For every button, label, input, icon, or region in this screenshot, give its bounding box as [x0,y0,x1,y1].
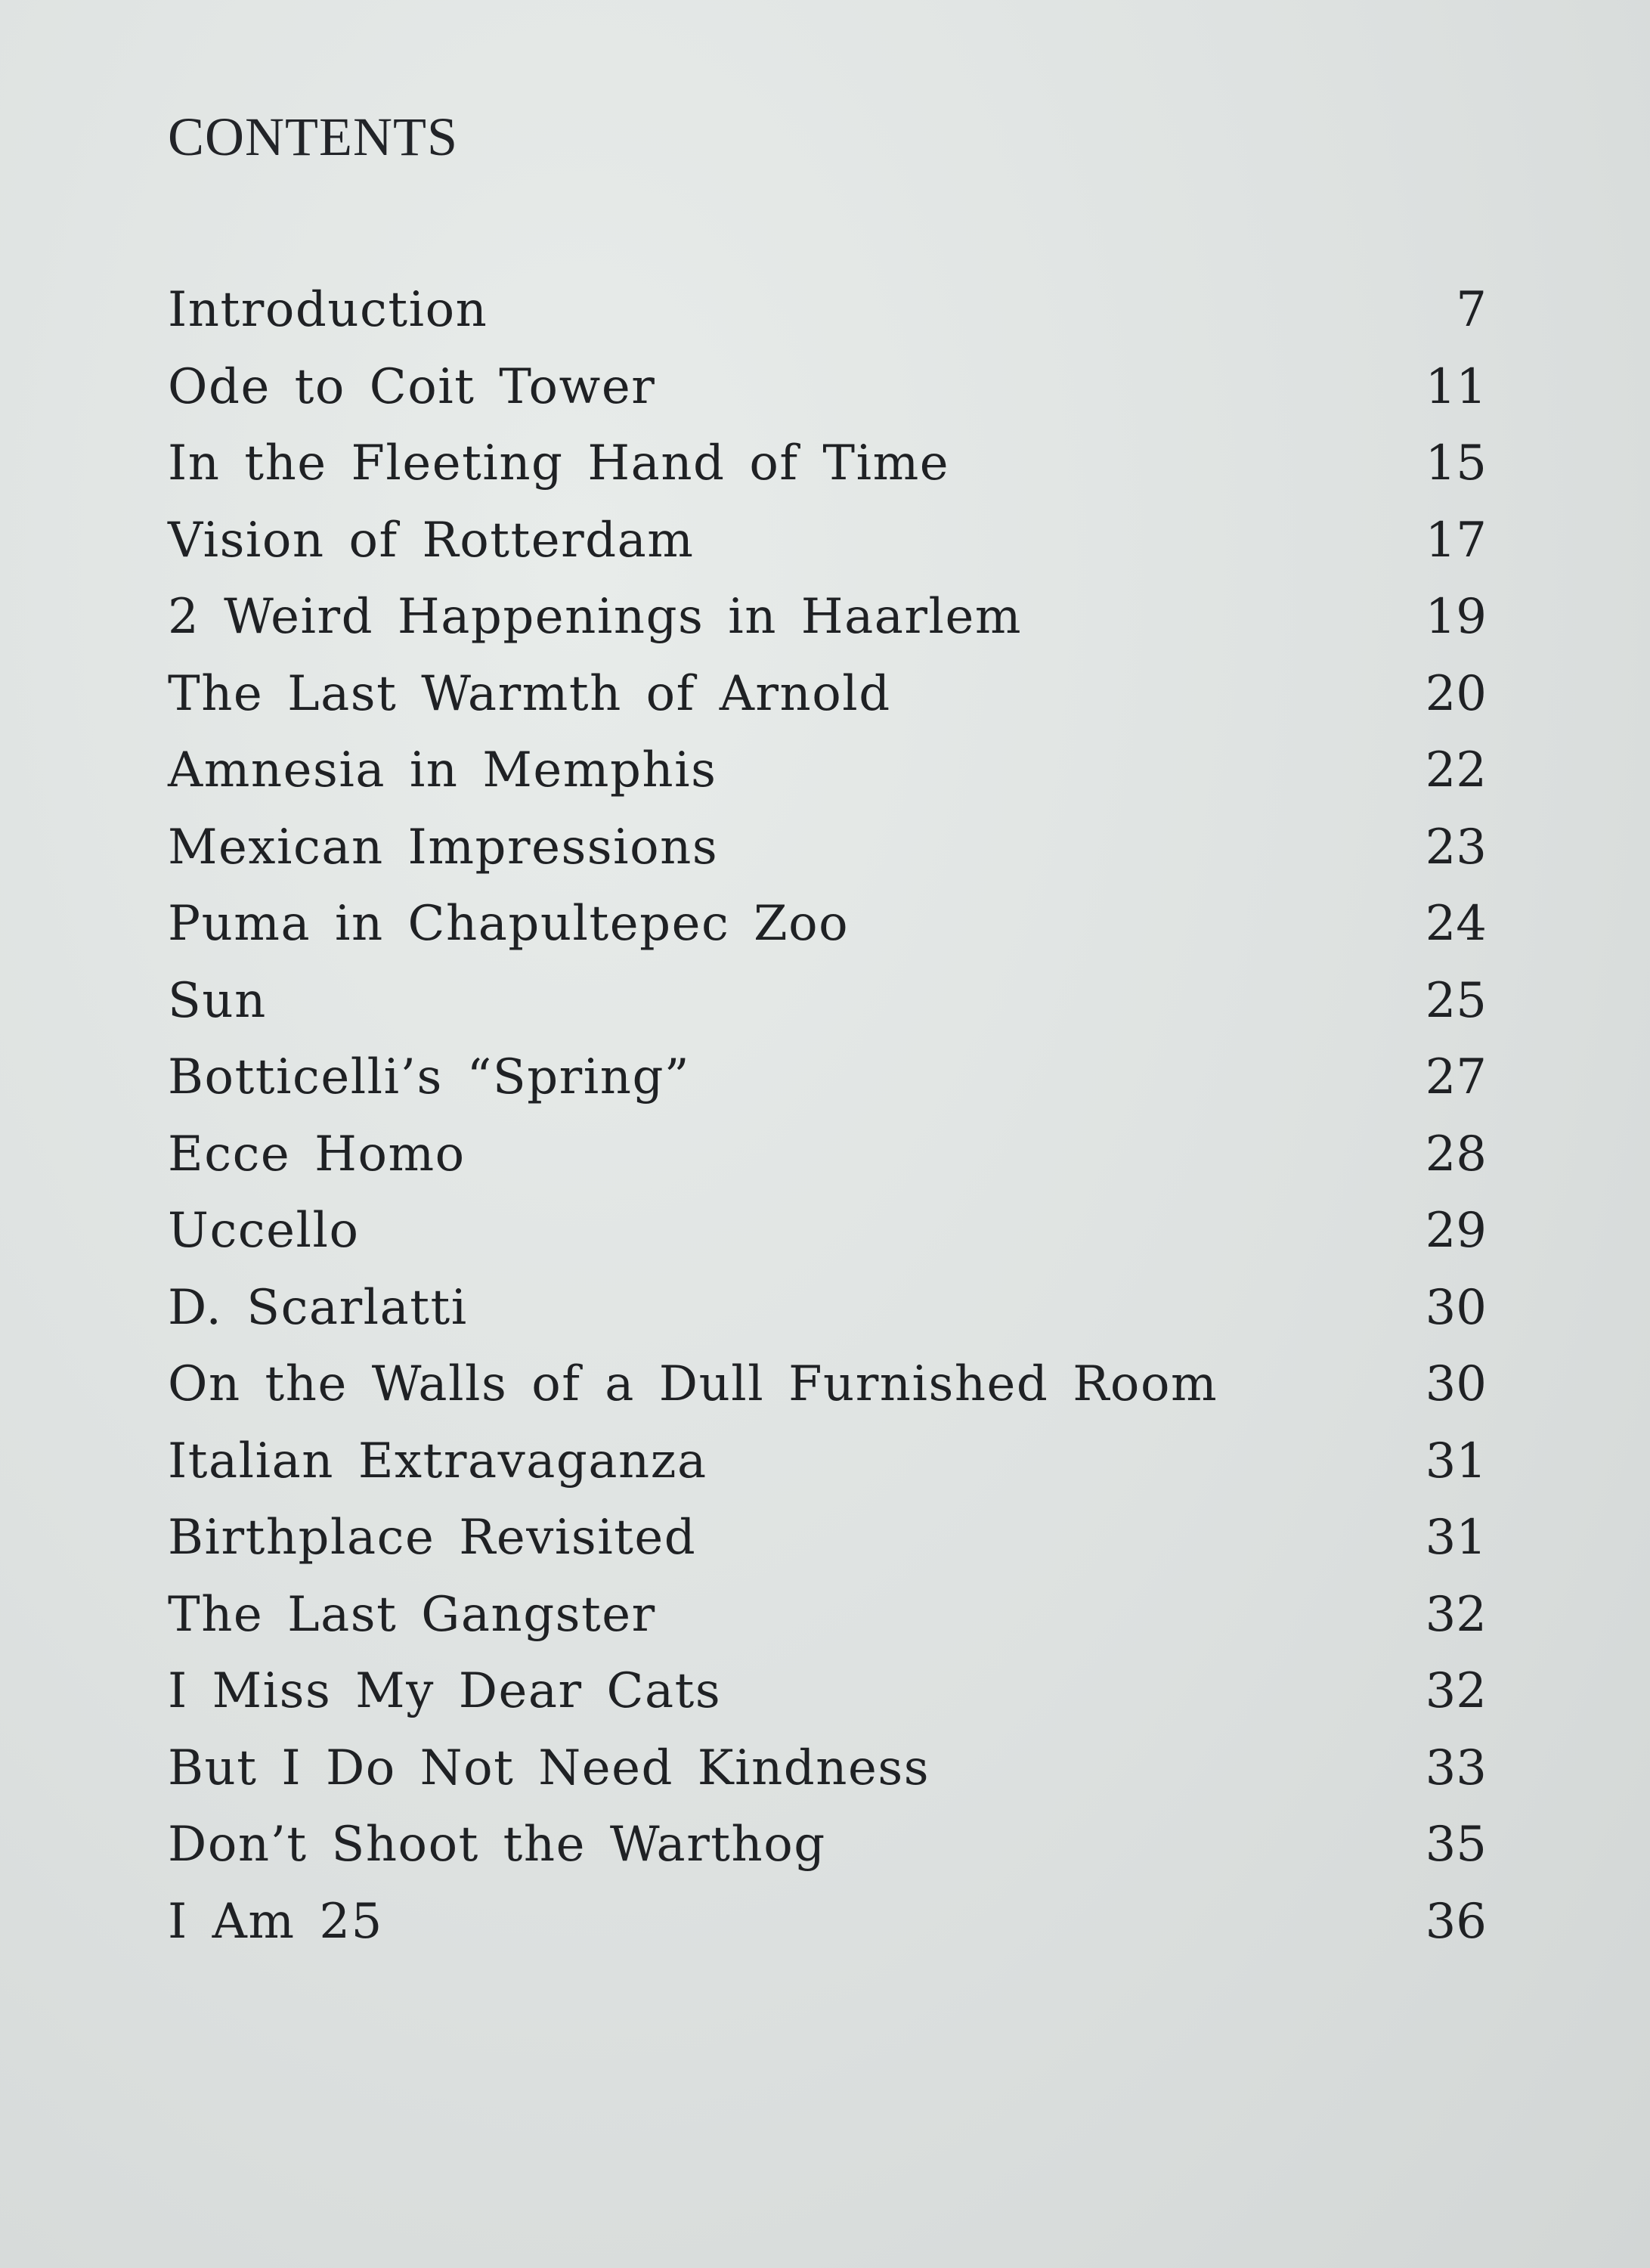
toc-entry-title: In the Fleeting Hand of Time [168,435,950,491]
toc-entry-page-number: 27 [1425,1049,1487,1105]
toc-entry-title: Botticelli’s “Spring” [168,1049,691,1105]
toc-entry [168,1270,1487,1347]
toc-entry-title: 2 Weird Happenings in Haarlem [168,589,1022,645]
toc-entry-page-number: 25 [1425,972,1487,1029]
toc-entry-title: Ode to Coit Tower [168,358,656,415]
toc-entry-page-number: 36 [1425,1893,1487,1950]
toc-entry-page-number: 7 [1456,282,1487,338]
toc-entry [168,1193,1487,1270]
toc-entry [168,733,1487,810]
toc-entry-title: Mexican Impressions [168,819,719,875]
toc-entry-title: Uccello [168,1203,360,1259]
toc-entry-title: Birthplace Revisited [168,1510,697,1566]
toc-entry-page-number: 35 [1425,1817,1487,1873]
toc-entry-title: Puma in Chapultepec Zoo [168,896,850,952]
toc-entry [168,1040,1487,1117]
toc-entry-title: On the Walls of a Dull Furnished Room [168,1356,1218,1412]
toc-entry-title: Sun [168,972,267,1029]
page-title: CONTENTS [168,107,458,167]
toc-entry-page-number: 15 [1425,435,1487,491]
toc-entry-title: Amnesia in Memphis [168,742,717,798]
toc-entry-title: Vision of Rotterdam [168,512,695,569]
toc-entry [168,349,1487,426]
toc-entry-title: Ecce Homo [168,1126,466,1182]
toc-entry [168,272,1487,349]
table-of-contents [168,272,1487,1960]
toc-entry-title: I Miss My Dear Cats [168,1663,722,1719]
toc-entry-page-number: 33 [1425,1740,1487,1796]
toc-entry-page-number: 24 [1425,896,1487,952]
toc-entry-page-number: 32 [1425,1586,1487,1643]
toc-entry [168,1117,1487,1194]
toc-entry-title: The Last Gangster [168,1586,656,1643]
toc-entry [168,1346,1487,1424]
toc-entry [168,579,1487,656]
toc-entry-title: I Am 25 [168,1893,383,1950]
toc-entry [168,1807,1487,1884]
toc-entry-page-number: 28 [1425,1126,1487,1182]
toc-entry-page-number: 31 [1425,1510,1487,1566]
toc-entry-page-number: 20 [1425,665,1487,722]
toc-entry [168,656,1487,733]
toc-entry [168,886,1487,963]
toc-entry-page-number: 23 [1425,819,1487,875]
toc-entry-title: Introduction [168,282,488,338]
toc-entry-page-number: 30 [1425,1279,1487,1336]
toc-entry [168,810,1487,887]
toc-entry-page-number: 31 [1425,1433,1487,1489]
toc-entry-title: D. Scarlatti [168,1279,468,1336]
toc-entry-title: Don’t Shoot the Warthog [168,1817,826,1873]
toc-entry [168,1730,1487,1808]
toc-entry-title: Italian Extravaganza [168,1433,707,1489]
toc-entry [168,1884,1487,1961]
toc-entry-title: But I Do Not Need Kindness [168,1740,930,1796]
toc-entry-title: The Last Warmth of Arnold [168,665,891,722]
toc-entry-page-number: 17 [1425,512,1487,569]
toc-entry [168,1424,1487,1501]
toc-entry-page-number: 30 [1425,1356,1487,1412]
toc-entry [168,963,1487,1040]
toc-entry-page-number: 19 [1425,589,1487,645]
toc-entry [168,426,1487,503]
toc-entry [168,1577,1487,1654]
toc-entry [168,1500,1487,1577]
toc-entry [168,503,1487,580]
toc-entry-page-number: 22 [1425,742,1487,798]
toc-entry-page-number: 11 [1425,358,1487,415]
toc-entry-page-number: 29 [1425,1203,1487,1259]
toc-entry-page-number: 32 [1425,1663,1487,1719]
toc-entry [168,1653,1487,1730]
